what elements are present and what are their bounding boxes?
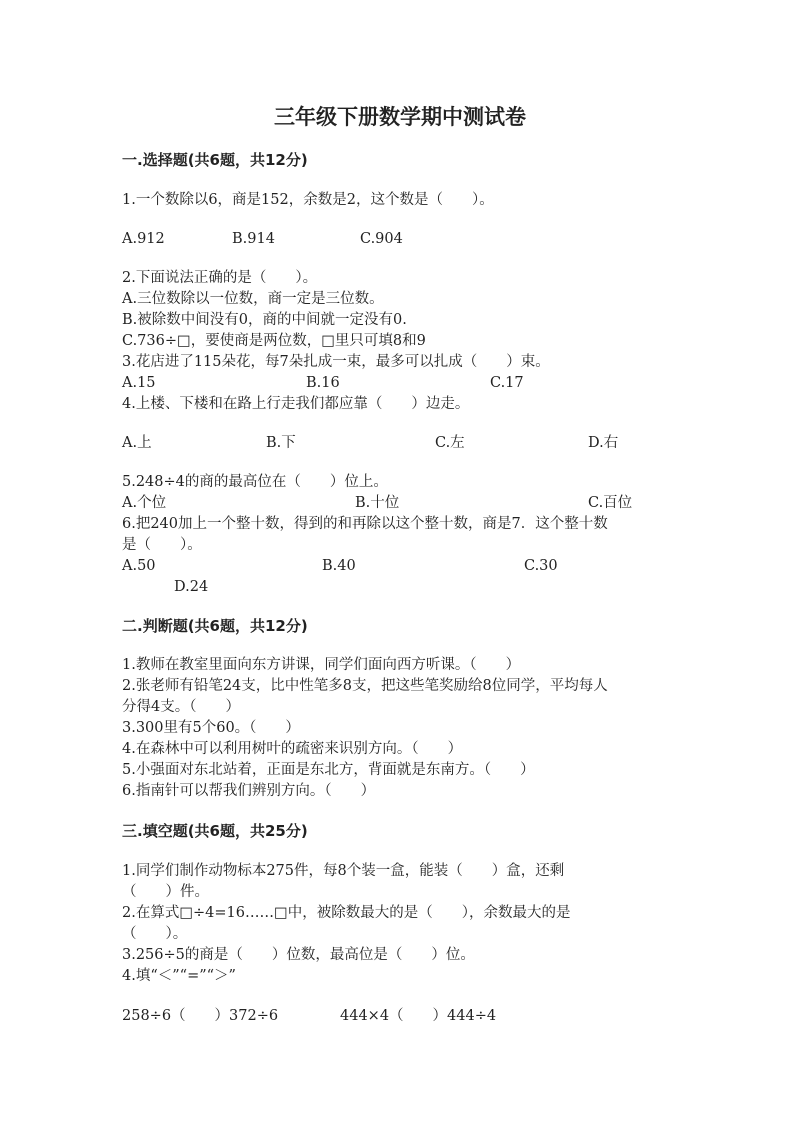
- choice-q1-option-b: B.914: [232, 231, 275, 247]
- fill-q4-expression-2: 444×4（ ）444÷4: [340, 1008, 497, 1024]
- choice-q5-option-c: C.百位: [588, 495, 633, 511]
- section-heading-fill: 三.填空题(共6题，共25分): [122, 822, 308, 840]
- judge-q1: 1.教师在教室里面向东方讲课，同学们面向西方听课。（ ）: [122, 657, 521, 673]
- choice-q5-option-b: B.十位: [355, 495, 400, 511]
- choice-q6-option-b: B.40: [322, 558, 356, 574]
- judge-q2-line2: 分得4支。（ ）: [122, 699, 240, 715]
- choice-q5-option-a: A.个位: [122, 495, 167, 511]
- choice-q3-stem: 3.花店进了115朵花，每7朵扎成一束，最多可以扎成（ ）束。: [122, 354, 550, 370]
- judge-q6: 6.指南针可以帮我们辨别方向。（ ）: [122, 783, 376, 799]
- judge-q4: 4.在森林中可以利用树叶的疏密来识别方向。（ ）: [122, 741, 463, 757]
- fill-q2-line1: 2.在算式□÷4=16……□中，被除数最大的是（ ），余数最大的是: [122, 905, 571, 921]
- choice-q3-option-a: A.15: [122, 375, 156, 391]
- choice-q2-option-b: B.被除数中间没有0，商的中间就一定没有0.: [122, 312, 407, 328]
- fill-q1-line2: （ ）件。: [122, 884, 209, 900]
- choice-q1-option-a: A.912: [122, 231, 165, 247]
- fill-q2-line2: （ ）。: [122, 926, 188, 942]
- choice-q4-option-b: B.下: [266, 435, 296, 451]
- choice-q2-option-a: A.三位数除以一位数，商一定是三位数。: [122, 291, 384, 307]
- choice-q5-stem: 5.248÷4的商的最高位在（ ）位上。: [122, 474, 388, 490]
- choice-q6-option-a: A.50: [122, 558, 156, 574]
- page-title: 三年级下册数学期中测试卷: [274, 105, 526, 129]
- choice-q4-option-c: C.左: [435, 435, 465, 451]
- choice-q4-option-d: D.右: [588, 435, 619, 451]
- judge-q2-line1: 2.张老师有铅笔24支，比中性笔多8支，把这些笔奖励给8位同学，平均每人: [122, 678, 608, 694]
- choice-q6-stem-line2: 是（ ）。: [122, 537, 202, 553]
- fill-q4-stem: 4.填“＜”“=”“＞”: [122, 968, 236, 984]
- choice-q1-option-c: C.904: [360, 231, 403, 247]
- fill-q4-expression-1: 258÷6（ ）372÷6: [122, 1008, 279, 1024]
- choice-q6-option-d: D.24: [174, 579, 209, 595]
- choice-q4-option-a: A.上: [122, 435, 152, 451]
- judge-q5: 5.小强面对东北站着，正面是东北方，背面就是东南方。（ ）: [122, 762, 535, 778]
- choice-q1-stem: 1.一个数除以6，商是152，余数是2，这个数是（ ）。: [122, 192, 494, 208]
- choice-q3-option-b: B.16: [306, 375, 340, 391]
- choice-q6-stem-line1: 6.把240加上一个整十数，得到的和再除以这个整十数，商是7．这个整十数: [122, 516, 608, 532]
- choice-q2-stem: 2.下面说法正确的是（ ）。: [122, 270, 318, 286]
- section-heading-choice: 一.选择题(共6题，共12分): [122, 151, 308, 169]
- fill-q1-line1: 1.同学们制作动物标本275件，每8个装一盒，能装（ ）盒，还剩: [122, 863, 565, 879]
- choice-q6-option-c: C.30: [524, 558, 558, 574]
- choice-q2-option-c: C.736÷□，要使商是两位数，□里只可填8和9: [122, 333, 426, 349]
- judge-q3: 3.300里有5个60。（ ）: [122, 720, 300, 736]
- choice-q3-option-c: C.17: [490, 375, 524, 391]
- section-heading-judge: 二.判断题(共6题，共12分): [122, 617, 308, 635]
- choice-q4-stem: 4.上楼、下楼和在路上行走我们都应靠（ ）边走。: [122, 396, 470, 412]
- fill-q3: 3.256÷5的商是（ ）位数，最高位是（ ）位。: [122, 947, 475, 963]
